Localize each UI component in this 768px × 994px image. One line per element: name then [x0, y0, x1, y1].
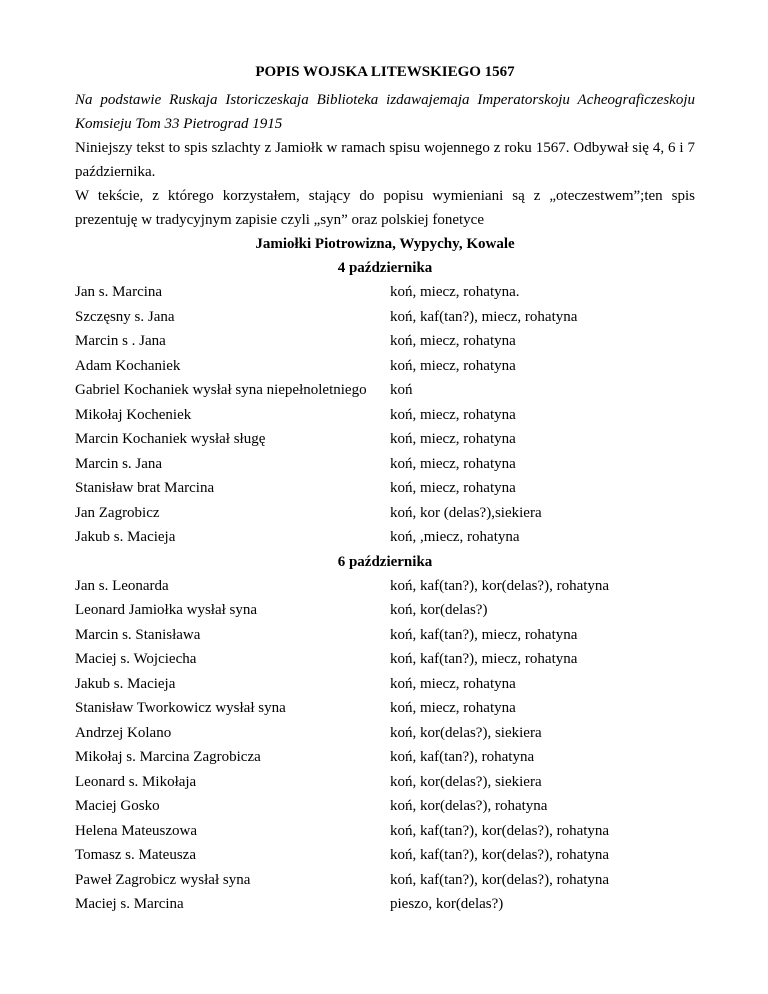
muster-row — [75, 305, 695, 330]
muster-list-oct-6 — [75, 574, 695, 917]
person-name: Adam Kochaniek — [75, 357, 181, 374]
muster-list-oct-4 — [75, 280, 695, 550]
person-name: Gabriel Kochaniek wysłał syna niepełnoletniego — [75, 382, 367, 398]
muster-row — [75, 574, 695, 599]
muster-row — [75, 770, 695, 795]
muster-row — [75, 672, 695, 697]
person-name: Szczęsny s. Jana — [75, 308, 175, 325]
equipment-list: koń, miecz, rohatyna — [390, 480, 516, 496]
equipment-list: koń, miecz, rohatyna. — [390, 284, 520, 300]
person-name: Marcin Kochaniek wysłał sługę — [75, 431, 266, 447]
muster-row — [75, 501, 695, 526]
equipment-list: koń, kor(delas?), siekiera — [390, 724, 542, 741]
muster-row — [75, 378, 695, 403]
equipment-list: pieszo, kor(delas?) — [390, 896, 504, 912]
equipment-list: koń, miecz, rohatyna — [390, 675, 516, 692]
muster-row — [75, 598, 695, 623]
muster-row — [75, 452, 695, 477]
document-page — [75, 62, 695, 917]
intro-paragraph-2: W tekście, z którego korzystałem, stający do popisu wymieniani są z „oteczestwem”;ten spis prezentuję w tradycyjnym zapisie czyli „syn” oraz polskiej fonetyce — [75, 188, 695, 228]
equipment-list: koń, miecz, rohatyna — [390, 357, 516, 374]
muster-row — [75, 868, 695, 893]
equipment-list: koń, kaf(tan?), kor(delas?), rohatyna — [390, 822, 610, 839]
intro-paragraph-1: Niniejszy tekst to spis szlachty z Jamiołk w ramach spisu wojennego z roku 1567. Odbywał się 4, 6 i 7 października. — [75, 140, 695, 180]
person-name: Leonard Jamiołka wysłał syna — [75, 602, 258, 618]
person-name: Mikołaj Kocheniek — [75, 406, 192, 423]
villages-heading: Jamiołki Piotrowizna, Wypychy, Kowale — [255, 236, 515, 252]
equipment-list: koń, kaf(tan?), kor(delas?), rohatyna — [390, 577, 610, 594]
person-name: Marcin s . Jana — [75, 333, 166, 349]
equipment-list: koń, miecz, rohatyna — [390, 431, 516, 447]
person-name: Marcin s. Jana — [75, 455, 163, 472]
person-name: Maciej s. Marcina — [75, 896, 184, 912]
person-name: Jan s. Marcina — [75, 284, 163, 300]
person-name: Jan s. Leonarda — [75, 577, 169, 594]
equipment-list: koń, kaf(tan?), miecz, rohatyna — [390, 626, 578, 643]
equipment-list: koń, kaf(tan?), kor(delas?), rohatyna — [390, 847, 610, 863]
section-date-heading: 6 października — [337, 553, 433, 570]
muster-row — [75, 476, 695, 501]
equipment-list: koń, miecz, rohatyna — [390, 406, 516, 423]
source-citation: Na podstawie Ruskaja Istoriczeskaja Biblioteka izdawajemaja Imperatorskoju Acheograficzeskoju Komsieju Tom 33 Pietrograd 1915 — [75, 92, 695, 132]
equipment-list: koń, kaf(tan?), rohatyna — [390, 749, 535, 765]
muster-row — [75, 721, 695, 746]
person-name: Maciej Gosko — [75, 798, 160, 814]
equipment-list: koń, kor(delas?) — [390, 602, 488, 618]
person-name: Jakub s. Macieja — [75, 675, 176, 692]
person-name: Paweł Zagrobicz wysłał syna — [75, 871, 251, 888]
muster-row — [75, 329, 695, 354]
muster-row — [75, 647, 695, 672]
muster-row — [75, 623, 695, 648]
equipment-list: koń, kor(delas?), rohatyna — [390, 798, 548, 814]
equipment-list: koń, ,miecz, rohatyna — [390, 529, 520, 545]
equipment-list: koń, kor(delas?), siekiera — [390, 773, 542, 790]
muster-row — [75, 892, 695, 917]
equipment-list: koń, miecz, rohatyna — [390, 333, 516, 349]
equipment-list: koń, miecz, rohatyna — [390, 455, 516, 472]
person-name: Stanisław brat Marcina — [75, 480, 215, 496]
person-name: Stanisław Tworkowicz wysłał syna — [75, 700, 286, 716]
equipment-list: koń, miecz, rohatyna — [390, 700, 516, 716]
person-name: Maciej s. Wojciecha — [75, 651, 197, 667]
person-name: Mikołaj s. Marcina Zagrobicza — [75, 749, 261, 765]
equipment-list: koń, kaf(tan?), kor(delas?), rohatyna — [390, 871, 610, 888]
equipment-list: koń, kaf(tan?), miecz, rohatyna — [390, 308, 578, 325]
person-name: Leonard s. Mikołaja — [75, 773, 197, 790]
section-date-heading: 4 października — [337, 260, 433, 276]
person-name: Jakub s. Macieja — [75, 529, 176, 545]
muster-row — [75, 427, 695, 452]
muster-row — [75, 794, 695, 819]
muster-row — [75, 280, 695, 305]
muster-row — [75, 403, 695, 428]
equipment-list: koń — [390, 382, 413, 398]
person-name: Tomasz s. Mateusza — [75, 847, 196, 863]
muster-row — [75, 819, 695, 844]
person-name: Jan Zagrobicz — [75, 504, 160, 521]
muster-row — [75, 354, 695, 379]
muster-row — [75, 843, 695, 868]
muster-row — [75, 525, 695, 550]
person-name: Marcin s. Stanisława — [75, 626, 201, 643]
muster-row — [75, 696, 695, 721]
person-name: Helena Mateuszowa — [75, 822, 198, 839]
equipment-list: koń, kaf(tan?), miecz, rohatyna — [390, 651, 578, 667]
equipment-list: koń, kor (delas?),siekiera — [390, 504, 542, 521]
person-name: Andrzej Kolano — [75, 724, 172, 741]
muster-row — [75, 745, 695, 770]
document-title: POPIS WOJSKA LITEWSKIEGO 1567 — [255, 64, 515, 80]
